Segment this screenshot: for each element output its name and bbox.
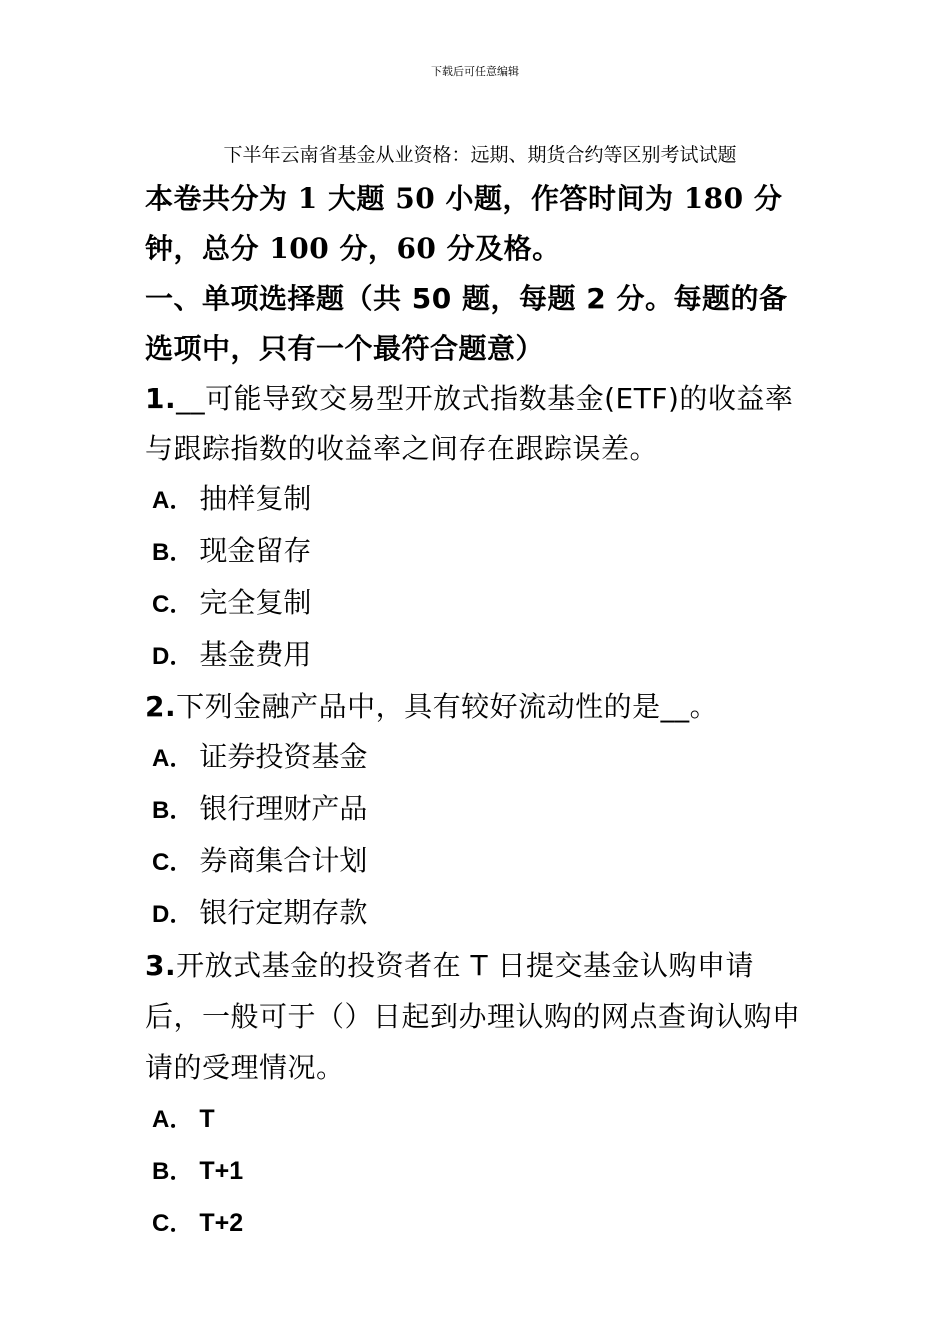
option-a xyxy=(145,732,810,784)
question-3-stem xyxy=(145,940,810,1093)
option-letter: D． xyxy=(152,643,194,670)
document-title: 下半年云南省基金从业资格：远期、期货合约等区别考试试题 xyxy=(223,144,737,166)
option-d xyxy=(145,630,810,682)
option-letter: D． xyxy=(152,901,194,928)
option-letter: A． xyxy=(152,745,194,772)
option-text: 银行定期存款 xyxy=(199,896,368,929)
option-a xyxy=(145,474,810,526)
option-b xyxy=(145,526,810,578)
question-2-text: 下列金融产品中，具有较好流动性的是__。 xyxy=(176,690,719,723)
question-1-stem xyxy=(145,374,810,474)
question-2-stem xyxy=(145,682,810,732)
option-text: T+2 xyxy=(199,1209,244,1237)
question-1-text: __可能导致交易型开放式指数基金(ETF)的收益率与跟踪指数的收益率之间存在跟踪误差。 xyxy=(145,382,794,465)
option-letter: A． xyxy=(152,1106,194,1133)
option-b xyxy=(145,1145,810,1197)
option-a xyxy=(145,1093,810,1145)
option-b xyxy=(145,784,810,836)
question-3 xyxy=(145,940,810,1249)
option-letter: B． xyxy=(152,539,194,566)
option-c xyxy=(145,836,810,888)
question-2-options xyxy=(145,732,810,940)
question-2-number: 2. xyxy=(145,690,177,723)
document-body xyxy=(145,174,810,1249)
question-3-text: 开放式基金的投资者在 T 日提交基金认购申请后，一般可于（）日起到办理认购的网点查询认购申请的受理情况。 xyxy=(145,949,801,1084)
option-c xyxy=(145,578,810,630)
option-letter: C． xyxy=(152,1210,194,1237)
option-letter: B． xyxy=(152,797,194,824)
option-text: T+1 xyxy=(199,1157,244,1185)
question-2 xyxy=(145,682,810,940)
exam-intro: 本卷共分为 1 大题 50 小题，作答时间为 180 分钟，总分 100 分，60 分及格。 xyxy=(145,182,783,265)
option-letter: C． xyxy=(152,849,194,876)
question-1-options xyxy=(145,474,810,682)
question-1 xyxy=(145,374,810,682)
option-text: 现金留存 xyxy=(199,534,312,567)
option-text: 券商集合计划 xyxy=(199,844,368,877)
option-letter: C． xyxy=(152,591,194,618)
option-text: 基金费用 xyxy=(199,638,312,671)
question-3-options xyxy=(145,1093,810,1249)
option-c xyxy=(145,1197,810,1249)
section-heading: 一、单项选择题（共 50 题，每题 2 分。每题的备选项中，只有一个最符合题意） xyxy=(145,282,788,365)
option-text: 证券投资基金 xyxy=(199,740,368,773)
option-text: 抽样复制 xyxy=(199,482,312,515)
option-letter: B． xyxy=(152,1158,194,1185)
option-text: 银行理财产品 xyxy=(199,792,368,825)
option-letter: A． xyxy=(152,487,194,514)
option-text: 完全复制 xyxy=(199,586,312,619)
question-1-number: 1. xyxy=(145,382,177,415)
option-text: T xyxy=(199,1105,215,1133)
header-note: 下载后可任意编辑 xyxy=(431,65,519,78)
question-3-number: 3. xyxy=(145,949,177,982)
option-d xyxy=(145,888,810,940)
